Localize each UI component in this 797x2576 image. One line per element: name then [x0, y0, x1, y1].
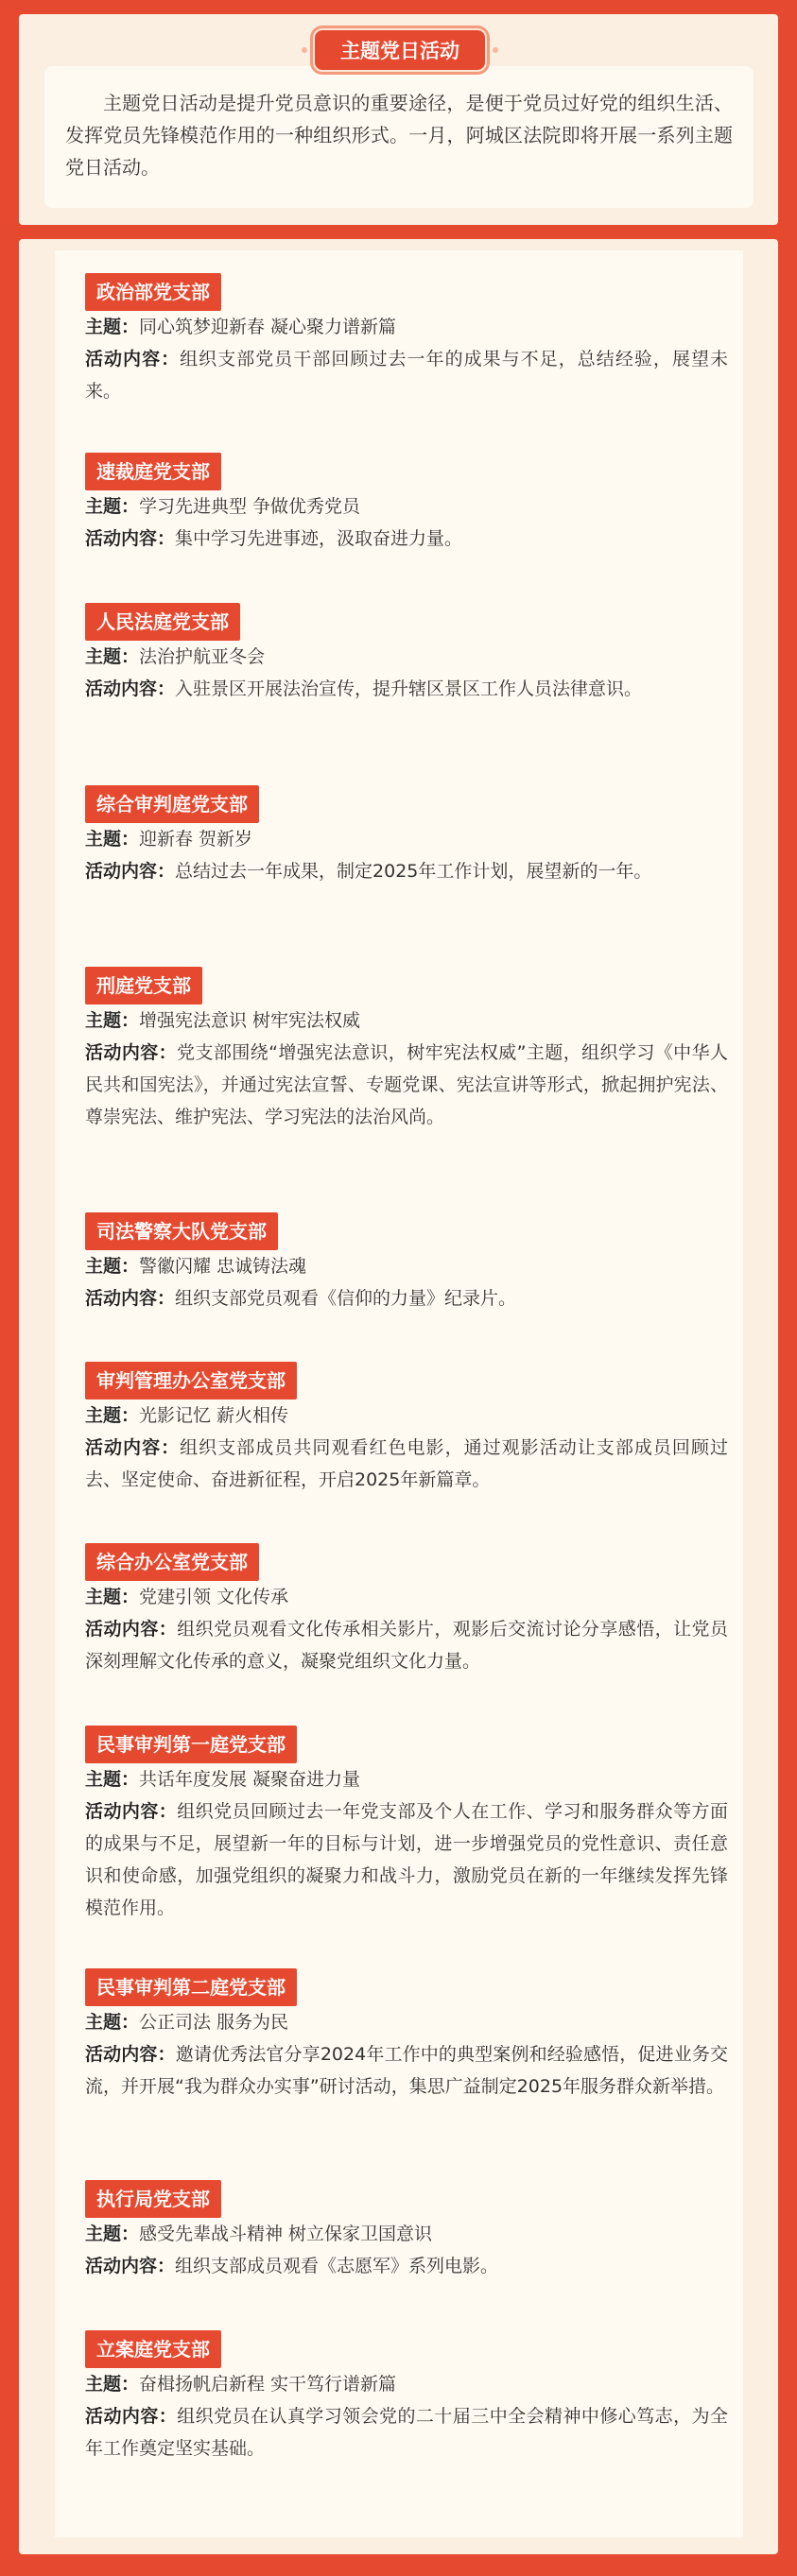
page-title-text: 主题党日活动	[340, 40, 459, 62]
content-text: 组织支部成员共同观看红色电影，通过观影活动让支部成员回顾过去、坚定使命、奋进新征程，开启2025年新篇章。	[85, 1437, 728, 1490]
content-text: 组织支部成员观看《志愿军》系列电影。	[175, 2256, 499, 2276]
branch-name-tag: 执行局党支部	[85, 2180, 221, 2218]
content-label: 活动内容：	[85, 2256, 176, 2276]
branch-theme	[85, 823, 728, 855]
theme-text: 光影记忆 薪火相传	[139, 1405, 289, 1426]
branch-content	[85, 1282, 728, 1314]
branch-card	[85, 273, 728, 407]
branch-content	[85, 1795, 728, 1924]
content-label: 活动内容：	[85, 1801, 178, 1822]
branch-card	[85, 2180, 728, 2282]
branch-theme	[85, 1763, 728, 1795]
branch-card	[85, 1212, 728, 1314]
content-text: 组织党员回顾过去一年党支部及个人在工作、学习和服务群众等方面的成果与不足，展望新一年的目标与计划，进一步增强党员的党性意识、责任意识和使命感，加强党组织的凝聚力和战斗力，激励党员在新的一年继续发挥先锋模范作用。	[85, 1801, 728, 1918]
branch-theme	[85, 311, 728, 343]
branch-content	[85, 343, 728, 407]
branch-theme	[85, 641, 728, 673]
branch-name-tag: 司法警察大队党支部	[85, 1212, 278, 1250]
content-label: 活动内容：	[85, 1042, 178, 1063]
content-text: 入驻景区开展法治宣传，提升辖区景区工作人员法律意识。	[175, 678, 643, 699]
branch-name-tag: 速裁庭党支部	[85, 453, 221, 490]
branch-theme	[85, 2218, 728, 2250]
content-text: 党支部围绕“增强宪法意识，树牢宪法权威”主题，组织学习《中华人民共和国宪法》，并通过宪法宣誓、专题党课、宪法宣讲等形式，掀起拥护宪法、尊崇宪法、维护宪法、学习宪法的法治风尚。	[85, 1042, 728, 1127]
theme-text: 警徽闪耀 忠诚铸法魂	[139, 1256, 307, 1277]
branch-content	[85, 673, 728, 705]
content-label: 活动内容：	[85, 1619, 178, 1640]
content-label: 活动内容：	[85, 1437, 181, 1458]
branch-name-tag: 审判管理办公室党支部	[85, 1362, 297, 1400]
branch-card	[85, 967, 728, 1133]
branch-theme	[85, 1581, 728, 1613]
page-title	[313, 28, 487, 72]
theme-label: 主题：	[85, 1010, 140, 1031]
theme-label: 主题：	[85, 496, 140, 517]
theme-text: 党建引领 文化传承	[139, 1587, 289, 1607]
branch-name-tag: 刑庭党支部	[85, 967, 202, 1005]
branch-card	[85, 1543, 728, 1677]
branch-theme	[85, 490, 728, 523]
theme-label: 主题：	[85, 2012, 140, 2033]
content-text: 总结过去一年成果，制定2025年工作计划，展望新的一年。	[175, 861, 652, 882]
content-label: 活动内容：	[85, 2406, 178, 2427]
branch-content	[85, 2400, 728, 2464]
theme-text: 奋楫扬帆启新程 实干笃行谱新篇	[139, 2374, 397, 2395]
branch-theme	[85, 1005, 728, 1037]
branch-card	[85, 1968, 728, 2103]
theme-text: 学习先进典型 争做优秀党员	[139, 496, 361, 517]
branch-theme	[85, 1250, 728, 1282]
content-label: 活动内容：	[85, 678, 176, 699]
content-text: 组织党员在认真学习领会党的二十届三中全会精神中修心笃志，为全年工作奠定坚实基础。	[85, 2406, 728, 2459]
branch-card	[85, 603, 728, 705]
theme-text: 共话年度发展 凝聚奋进力量	[139, 1769, 361, 1790]
theme-text: 感受先辈战斗精神 树立保家卫国意识	[139, 2224, 433, 2244]
branch-theme	[85, 1400, 728, 1432]
branch-content	[85, 523, 728, 555]
branch-card	[85, 785, 728, 887]
intro-paragraph: 主题党日活动是提升党员意识的重要途径，是便于党员过好党的组织生活、发挥党员先锋模范作用的一种组织形式。一月，阿城区法院即将开展一系列主题党日活动。	[44, 66, 754, 208]
decor-dot-left	[302, 47, 307, 53]
content-label: 活动内容：	[85, 349, 181, 369]
content-text: 集中学习先进事迹，汲取奋进力量。	[175, 528, 463, 549]
content-label: 活动内容：	[85, 528, 176, 549]
branch-theme	[85, 2368, 728, 2400]
theme-label: 主题：	[85, 2374, 140, 2395]
branch-content	[85, 2038, 728, 2103]
content-text: 组织支部党员干部回顾过去一年的成果与不足，总结经验，展望未来。	[85, 349, 728, 402]
theme-label: 主题：	[85, 1769, 140, 1790]
decor-dot-right	[493, 47, 498, 53]
branch-name-tag: 综合审判庭党支部	[85, 785, 259, 823]
theme-label: 主题：	[85, 1256, 140, 1277]
branch-content	[85, 1432, 728, 1496]
theme-text: 公正司法 服务为民	[139, 2012, 289, 2033]
theme-text: 增强宪法意识 树牢宪法权威	[139, 1010, 361, 1031]
branch-name-tag: 人民法庭党支部	[85, 603, 240, 641]
theme-text: 同心筑梦迎新春 凝心聚力谱新篇	[139, 317, 397, 337]
theme-label: 主题：	[85, 1587, 140, 1607]
theme-text: 迎新春 贺新岁	[139, 829, 253, 850]
branch-content	[85, 2250, 728, 2282]
branch-name-tag: 综合办公室党支部	[85, 1543, 259, 1581]
branch-theme	[85, 2006, 728, 2038]
theme-label: 主题：	[85, 2224, 140, 2244]
content-label: 活动内容：	[85, 861, 176, 882]
content-text: 组织党员观看文化传承相关影片，观影后交流讨论分享感悟，让党员深刻理解文化传承的意义，凝聚党组织文化力量。	[85, 1619, 728, 1672]
branch-name-tag: 民事审判第一庭党支部	[85, 1726, 297, 1763]
content-text: 组织支部党员观看《信仰的力量》纪录片。	[175, 1288, 517, 1309]
theme-text: 法治护航亚冬会	[139, 646, 266, 667]
branch-content	[85, 1037, 728, 1133]
branch-card	[85, 1362, 728, 1496]
theme-label: 主题：	[85, 646, 140, 667]
theme-label: 主题：	[85, 1405, 140, 1426]
theme-label: 主题：	[85, 829, 140, 850]
branch-card	[85, 1726, 728, 1924]
branch-card	[85, 453, 728, 555]
branch-name-tag: 政治部党支部	[85, 273, 221, 311]
branch-content	[85, 855, 728, 887]
branch-content	[85, 1613, 728, 1677]
theme-label: 主题：	[85, 317, 140, 337]
content-text: 邀请优秀法官分享2024年工作中的典型案例和经验感悟，促进业务交流，并开展“我为群众办实事”研讨活动，集思广益制定2025年服务群众新举措。	[85, 2044, 728, 2097]
branch-name-tag: 立案庭党支部	[85, 2330, 221, 2368]
branch-name-tag: 民事审判第二庭党支部	[85, 1968, 297, 2006]
content-label: 活动内容：	[85, 2044, 176, 2065]
branch-card	[85, 2330, 728, 2464]
content-label: 活动内容：	[85, 1288, 176, 1309]
